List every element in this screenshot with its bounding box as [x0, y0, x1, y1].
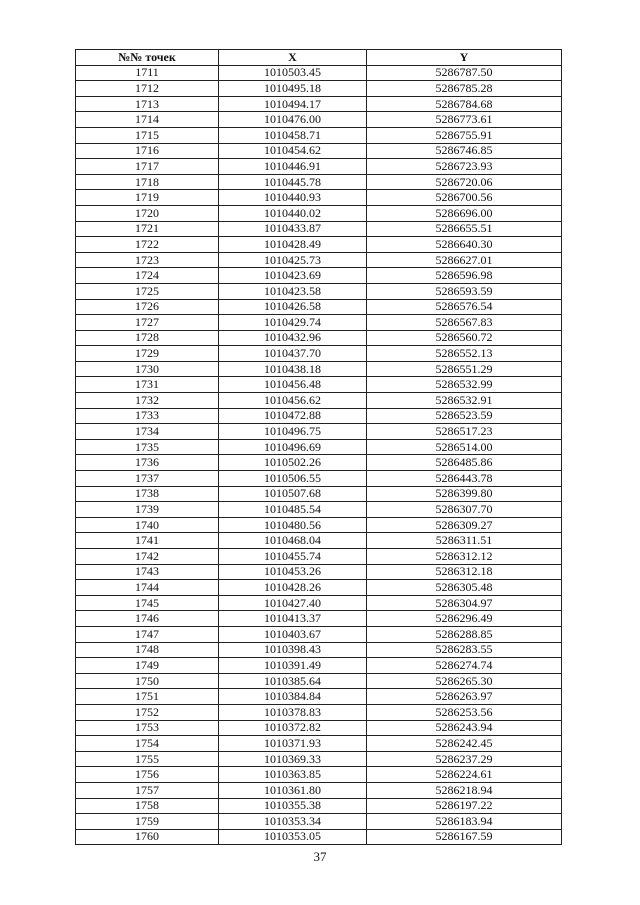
- cell-y: 5286485.86: [367, 455, 562, 471]
- cell-x: 1010433.87: [219, 221, 367, 237]
- cell-y: 5286723.93: [367, 159, 562, 175]
- table-body: [76, 65, 562, 845]
- cell-y: 5286218.94: [367, 782, 562, 798]
- cell-x: 1010494.17: [219, 96, 367, 112]
- table-row: [76, 361, 562, 377]
- cell-y: 5286312.18: [367, 564, 562, 580]
- cell-point-number: 1727: [76, 315, 219, 331]
- cell-y: 5286243.94: [367, 720, 562, 736]
- table-row: [76, 190, 562, 206]
- cell-y: 5286237.29: [367, 751, 562, 767]
- table-row: [76, 517, 562, 533]
- cell-point-number: 1728: [76, 330, 219, 346]
- cell-y: 5286785.28: [367, 81, 562, 97]
- table-row: [76, 315, 562, 331]
- cell-x: 1010468.04: [219, 533, 367, 549]
- cell-x: 1010453.26: [219, 564, 367, 580]
- cell-y: 5286596.98: [367, 268, 562, 284]
- cell-point-number: 1741: [76, 533, 219, 549]
- table-row: [76, 65, 562, 81]
- cell-y: 5286443.78: [367, 471, 562, 487]
- table-row: [76, 96, 562, 112]
- cell-point-number: 1749: [76, 658, 219, 674]
- cell-x: 1010378.83: [219, 704, 367, 720]
- table-row: [76, 237, 562, 253]
- cell-x: 1010503.45: [219, 65, 367, 81]
- cell-x: 1010372.82: [219, 720, 367, 736]
- cell-x: 1010455.74: [219, 549, 367, 565]
- cell-point-number: 1733: [76, 408, 219, 424]
- cell-point-number: 1739: [76, 502, 219, 518]
- table-row: [76, 299, 562, 315]
- cell-y: 5286787.50: [367, 65, 562, 81]
- table-row: [76, 736, 562, 752]
- cell-x: 1010454.62: [219, 143, 367, 159]
- cell-x: 1010485.54: [219, 502, 367, 518]
- cell-y: 5286265.30: [367, 673, 562, 689]
- cell-x: 1010427.40: [219, 595, 367, 611]
- cell-point-number: 1721: [76, 221, 219, 237]
- cell-y: 5286167.59: [367, 829, 562, 845]
- cell-x: 1010428.26: [219, 580, 367, 596]
- cell-x: 1010385.64: [219, 673, 367, 689]
- cell-point-number: 1744: [76, 580, 219, 596]
- cell-y: 5286309.27: [367, 517, 562, 533]
- cell-point-number: 1747: [76, 626, 219, 642]
- cell-x: 1010472.88: [219, 408, 367, 424]
- header-x: X: [219, 50, 367, 66]
- cell-y: 5286720.06: [367, 174, 562, 190]
- cell-x: 1010456.62: [219, 393, 367, 409]
- cell-x: 1010353.34: [219, 814, 367, 830]
- table-row: [76, 689, 562, 705]
- table-row: [76, 377, 562, 393]
- cell-point-number: 1729: [76, 346, 219, 362]
- page-number: 37: [313, 849, 327, 864]
- cell-y: 5286197.22: [367, 798, 562, 814]
- cell-point-number: 1758: [76, 798, 219, 814]
- table-row: [76, 767, 562, 783]
- cell-point-number: 1711: [76, 65, 219, 81]
- table-row: [76, 159, 562, 175]
- cell-point-number: 1759: [76, 814, 219, 830]
- cell-x: 1010496.69: [219, 439, 367, 455]
- table-row: [76, 143, 562, 159]
- cell-x: 1010440.93: [219, 190, 367, 206]
- cell-point-number: 1734: [76, 424, 219, 440]
- cell-point-number: 1716: [76, 143, 219, 159]
- cell-y: 5286755.91: [367, 127, 562, 143]
- cell-point-number: 1756: [76, 767, 219, 783]
- cell-point-number: 1737: [76, 471, 219, 487]
- table-row: [76, 486, 562, 502]
- cell-point-number: 1755: [76, 751, 219, 767]
- table-row: [76, 174, 562, 190]
- cell-y: 5286746.85: [367, 143, 562, 159]
- cell-y: 5286655.51: [367, 221, 562, 237]
- cell-y: 5286224.61: [367, 767, 562, 783]
- cell-y: 5286274.74: [367, 658, 562, 674]
- cell-point-number: 1735: [76, 439, 219, 455]
- cell-point-number: 1740: [76, 517, 219, 533]
- cell-y: 5286567.83: [367, 315, 562, 331]
- cell-point-number: 1731: [76, 377, 219, 393]
- cell-y: 5286296.49: [367, 611, 562, 627]
- table-row: [76, 595, 562, 611]
- cell-point-number: 1745: [76, 595, 219, 611]
- cell-y: 5286242.45: [367, 736, 562, 752]
- cell-point-number: 1719: [76, 190, 219, 206]
- cell-y: 5286183.94: [367, 814, 562, 830]
- cell-y: 5286283.55: [367, 642, 562, 658]
- cell-y: 5286307.70: [367, 502, 562, 518]
- cell-x: 1010384.84: [219, 689, 367, 705]
- cell-x: 1010458.71: [219, 127, 367, 143]
- table-row: [76, 268, 562, 284]
- cell-point-number: 1730: [76, 361, 219, 377]
- cell-x: 1010445.78: [219, 174, 367, 190]
- cell-y: 5286784.68: [367, 96, 562, 112]
- table-row: [76, 471, 562, 487]
- cell-y: 5286399.80: [367, 486, 562, 502]
- table-row: [76, 393, 562, 409]
- cell-point-number: 1715: [76, 127, 219, 143]
- cell-y: 5286700.56: [367, 190, 562, 206]
- cell-point-number: 1718: [76, 174, 219, 190]
- cell-x: 1010437.70: [219, 346, 367, 362]
- table-row: [76, 439, 562, 455]
- header-y: Y: [367, 50, 562, 66]
- table-row: [76, 127, 562, 143]
- cell-y: 5286640.30: [367, 237, 562, 253]
- cell-y: 5286627.01: [367, 252, 562, 268]
- table-row: [76, 626, 562, 642]
- cell-y: 5286304.97: [367, 595, 562, 611]
- cell-point-number: 1742: [76, 549, 219, 565]
- cell-x: 1010438.18: [219, 361, 367, 377]
- table-row: [76, 502, 562, 518]
- cell-y: 5286552.13: [367, 346, 562, 362]
- cell-point-number: 1717: [76, 159, 219, 175]
- cell-x: 1010502.26: [219, 455, 367, 471]
- table-header-row: [76, 50, 562, 66]
- cell-y: 5286263.97: [367, 689, 562, 705]
- table-row: [76, 549, 562, 565]
- table-row: [76, 751, 562, 767]
- cell-x: 1010507.68: [219, 486, 367, 502]
- table-row: [76, 346, 562, 362]
- cell-point-number: 1743: [76, 564, 219, 580]
- table-row: [76, 642, 562, 658]
- table-row: [76, 283, 562, 299]
- cell-point-number: 1746: [76, 611, 219, 627]
- cell-x: 1010423.69: [219, 268, 367, 284]
- cell-y: 5286593.59: [367, 283, 562, 299]
- table-row: [76, 424, 562, 440]
- cell-point-number: 1760: [76, 829, 219, 845]
- table-row: [76, 112, 562, 128]
- table-row: [76, 564, 562, 580]
- table-row: [76, 330, 562, 346]
- cell-x: 1010429.74: [219, 315, 367, 331]
- cell-point-number: 1738: [76, 486, 219, 502]
- cell-x: 1010391.49: [219, 658, 367, 674]
- cell-x: 1010506.55: [219, 471, 367, 487]
- cell-point-number: 1753: [76, 720, 219, 736]
- cell-x: 1010440.02: [219, 205, 367, 221]
- cell-y: 5286773.61: [367, 112, 562, 128]
- cell-point-number: 1712: [76, 81, 219, 97]
- cell-x: 1010398.43: [219, 642, 367, 658]
- table-row: [76, 814, 562, 830]
- cell-y: 5286253.56: [367, 704, 562, 720]
- cell-point-number: 1720: [76, 205, 219, 221]
- cell-x: 1010413.37: [219, 611, 367, 627]
- table-row: [76, 408, 562, 424]
- header-point-number: №№ точек: [76, 50, 219, 66]
- cell-x: 1010423.58: [219, 283, 367, 299]
- cell-x: 1010456.48: [219, 377, 367, 393]
- cell-x: 1010353.05: [219, 829, 367, 845]
- table-row: [76, 221, 562, 237]
- table-row: [76, 252, 562, 268]
- cell-x: 1010355.38: [219, 798, 367, 814]
- cell-point-number: 1751: [76, 689, 219, 705]
- table-row: [76, 704, 562, 720]
- cell-x: 1010426.58: [219, 299, 367, 315]
- cell-x: 1010495.18: [219, 81, 367, 97]
- table-row: [76, 533, 562, 549]
- table-row: [76, 81, 562, 97]
- table-row: [76, 580, 562, 596]
- cell-point-number: 1725: [76, 283, 219, 299]
- cell-y: 5286311.51: [367, 533, 562, 549]
- cell-y: 5286523.59: [367, 408, 562, 424]
- cell-y: 5286288.85: [367, 626, 562, 642]
- cell-point-number: 1750: [76, 673, 219, 689]
- cell-x: 1010496.75: [219, 424, 367, 440]
- cell-y: 5286312.12: [367, 549, 562, 565]
- cell-point-number: 1714: [76, 112, 219, 128]
- cell-point-number: 1748: [76, 642, 219, 658]
- cell-y: 5286517.23: [367, 424, 562, 440]
- cell-y: 5286532.99: [367, 377, 562, 393]
- table-row: [76, 611, 562, 627]
- cell-x: 1010403.67: [219, 626, 367, 642]
- cell-x: 1010371.93: [219, 736, 367, 752]
- cell-point-number: 1713: [76, 96, 219, 112]
- cell-y: 5286560.72: [367, 330, 562, 346]
- cell-x: 1010476.00: [219, 112, 367, 128]
- cell-x: 1010432.96: [219, 330, 367, 346]
- cell-point-number: 1757: [76, 782, 219, 798]
- cell-y: 5286576.54: [367, 299, 562, 315]
- cell-x: 1010428.49: [219, 237, 367, 253]
- table-row: [76, 829, 562, 845]
- cell-y: 5286532.91: [367, 393, 562, 409]
- cell-point-number: 1724: [76, 268, 219, 284]
- cell-point-number: 1722: [76, 237, 219, 253]
- cell-y: 5286551.29: [367, 361, 562, 377]
- cell-x: 1010363.85: [219, 767, 367, 783]
- cell-point-number: 1723: [76, 252, 219, 268]
- cell-x: 1010369.33: [219, 751, 367, 767]
- cell-point-number: 1732: [76, 393, 219, 409]
- table-row: [76, 798, 562, 814]
- cell-point-number: 1726: [76, 299, 219, 315]
- cell-y: 5286305.48: [367, 580, 562, 596]
- table-row: [76, 205, 562, 221]
- table-row: [76, 455, 562, 471]
- cell-x: 1010425.73: [219, 252, 367, 268]
- cell-y: 5286514.00: [367, 439, 562, 455]
- table-row: [76, 658, 562, 674]
- table-row: [76, 720, 562, 736]
- cell-point-number: 1736: [76, 455, 219, 471]
- cell-x: 1010361.80: [219, 782, 367, 798]
- cell-y: 5286696.00: [367, 205, 562, 221]
- cell-point-number: 1754: [76, 736, 219, 752]
- coordinates-table: [75, 49, 562, 845]
- cell-x: 1010480.56: [219, 517, 367, 533]
- table-row: [76, 782, 562, 798]
- cell-point-number: 1752: [76, 704, 219, 720]
- cell-x: 1010446.91: [219, 159, 367, 175]
- table-row: [76, 673, 562, 689]
